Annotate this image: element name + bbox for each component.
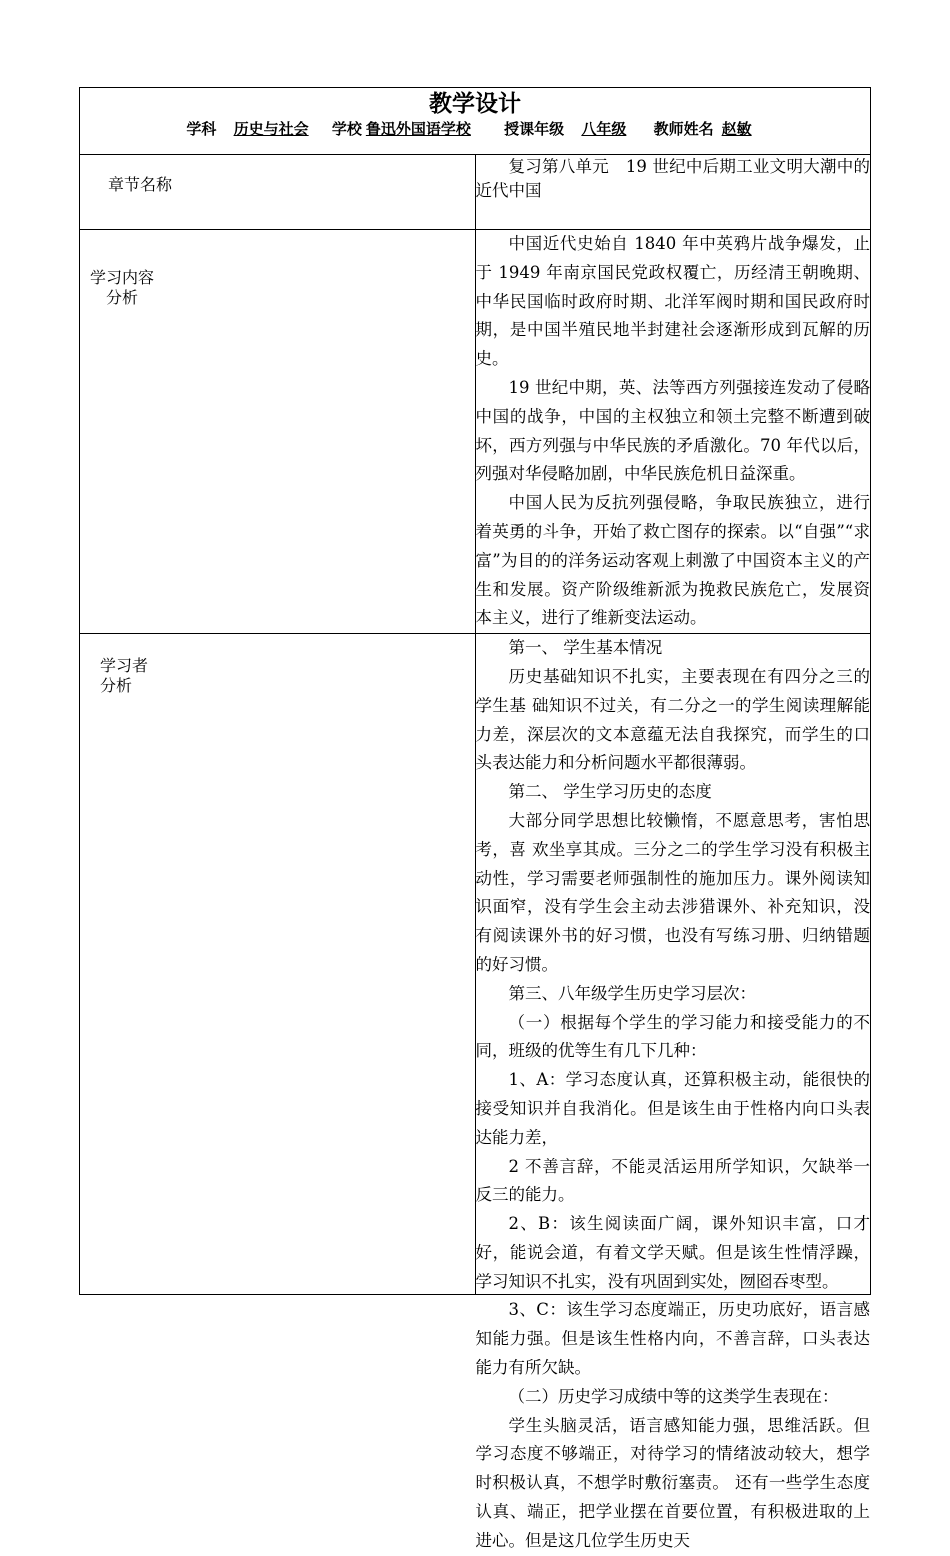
content-analysis-label-cell — [80, 230, 476, 634]
learner-paragraph: （一）根据每个学生的学习能力和接受能力的不同，班级的优等生有几下几种： — [475, 1012, 870, 1061]
learner-paragraph: 2、B：该生阅读面广阔，课外知识丰富，口才好，能说会道，有着文学天赋。但是该生性情浮躁，学习知识不扎实，没有巩固到实处，囫囵吞枣型。 — [475, 1214, 870, 1291]
meta-line — [80, 118, 870, 140]
school-label: 学校 — [331, 120, 362, 138]
lesson-design-table — [79, 87, 871, 1550]
learner-paragraph: 2 不善言辞，不能灵活运用所学知识，欠缺举一反三的能力。 — [475, 1156, 870, 1205]
learner-analysis-label-cell — [80, 634, 476, 1295]
subject-value: 历史与社会 — [233, 120, 309, 138]
learner-paragraph: 第一、 学生基本情况 — [508, 638, 663, 658]
chapter-row — [80, 155, 871, 230]
chapter-value: 复习第八单元 19 世纪中后期工业文明大潮中的近代中国 — [475, 157, 870, 200]
lesson-design-sheet — [79, 87, 871, 1550]
content-analysis-label-line2: 分析 — [106, 288, 139, 307]
learner-analysis-text — [475, 634, 871, 1550]
content-analysis-row — [80, 230, 871, 634]
content-paragraph: 19 世纪中期，英、法等西方列强接连发动了侵略中国的战争，中国的主权独立和领土完整不断遭到破坏，西方列强与中华民族的矛盾激化。70 年代以后，列强对华侵略加剧，中华民族危机日益深重。 — [475, 377, 870, 484]
grade-label: 授课年级 — [504, 120, 565, 138]
document-title: 教学设计 — [429, 90, 521, 117]
school-value: 鲁迅外国语学校 — [365, 120, 471, 138]
learner-paragraph: 历史基础知识不扎实，主要表现在有四分之三的学生基 础知识不过关，有二分之一的学生阅读理解能力差，深层次的文本意蕴无法自我探究，而学生的口头表达能力和分析问题水平都很薄弱。 — [475, 666, 870, 773]
chapter-label: 章节名称 — [108, 175, 173, 194]
grade-value: 八年级 — [581, 120, 627, 138]
header-cell — [80, 88, 871, 155]
content-analysis-label-line1: 学习内容 — [90, 268, 155, 287]
content-analysis-cell — [475, 230, 871, 634]
header-row — [80, 88, 871, 155]
content-paragraph: 中国近代史始自 1840 年中英鸦片战争爆发，止于 1949 年南京国民党政权覆亡，历经清王朝晚期、中华民国临时政府时期、北洋军阀时期和国民政府时期，是中国半殖民地半封建社会逐渐形成到瓦解的历史。 — [475, 234, 870, 369]
chapter-label-cell — [80, 155, 476, 230]
learner-analysis-label-line2: 分析 — [100, 676, 133, 696]
learner-analysis-row — [80, 634, 871, 1295]
learner-paragraph: （二）历史学习成绩中等的这类学生表现在： — [508, 1386, 839, 1406]
teacher-label: 教师姓名 — [653, 120, 714, 138]
learner-paragraph: 1、A：学习态度认真，还算积极主动，能很快的接受知识并自我消化。但是该生由于性格内向口头表达能力差， — [475, 1070, 870, 1147]
learner-paragraph: 3、C：该生学习态度端正，历史功底好，语言感知能力强。但是该生性格内向，不善言辞，口头表达能力有所欠缺。 — [475, 1300, 870, 1378]
subject-label: 学科 — [186, 120, 217, 138]
learner-paragraph: 大部分同学思想比较懒惰，不愿意思考，害怕思考，喜 欢坐享其成。三分之二的学生学习没有积极主动性，学习需要老师强制性的施加压力。课外阅读知识面窄，没有学生会主动去涉猎课外、补充知识，没有阅读课外书的好习惯，也没有写练习册、归纳错题的好习惯。 — [475, 810, 870, 974]
learner-analysis-cell — [475, 634, 871, 1550]
learner-paragraph: 学生头脑灵活，语言感知能力强，思维活跃。但学习态度不够端正，对待学习的情绪波动较大，想学时积极认真，不想学时敷衍塞责。 还有一些学生态度认真、端正，把学业摆在首要位置，有积极进取的上进心。但是这几位学生历史天 — [475, 1415, 870, 1550]
content-paragraph: 中国人民为反抗列强侵略，争取民族独立，进行着英勇的斗争，开始了救亡图存的探索。以“自强”“求富”为目的的洋务运动客观上刺激了中国资本主义的产生和发展。资产阶级维新派为挽救民族危亡，发展资本主义，进行了维新变法运动。 — [475, 493, 870, 628]
learner-paragraph: 第三、八年级学生历史学习层次： — [508, 983, 756, 1003]
chapter-value-cell — [475, 155, 871, 230]
learner-paragraph: 第二、 学生学习历史的态度 — [508, 782, 712, 802]
teacher-value: 赵敏 — [721, 120, 752, 138]
learner-analysis-label-line1: 学习者 — [100, 656, 149, 676]
